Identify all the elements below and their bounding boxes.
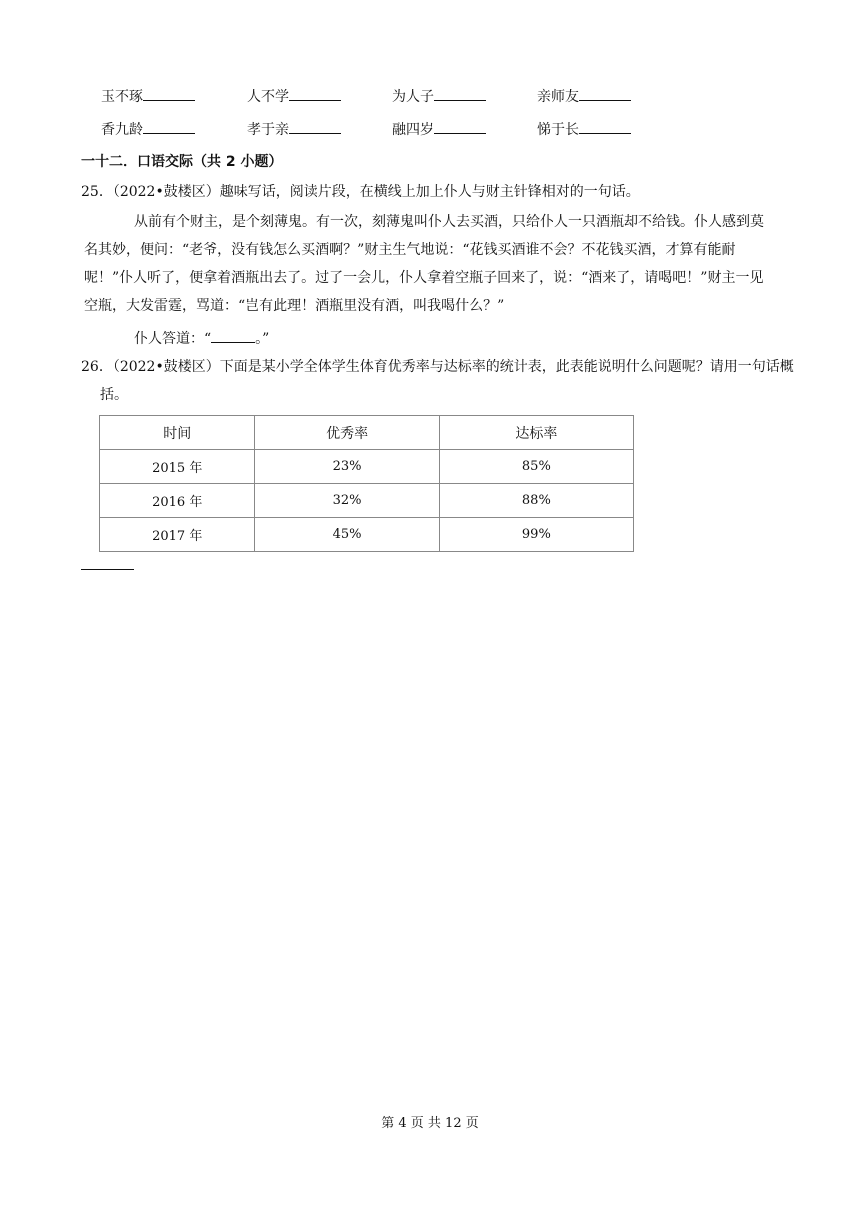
stats-table — [99, 415, 634, 552]
idiom-text: 悌于长 — [537, 122, 579, 138]
idiom-text: 孝于亲 — [247, 122, 289, 138]
page-footer: 第 4 页 共 12 页 — [381, 1116, 479, 1131]
question-25-stem: 25．（2022•鼓楼区）趣味写话，阅读片段，在横线上加上仆人与财主针锋相对的一句话。 — [81, 184, 640, 200]
table-row — [100, 450, 634, 484]
idiom-item — [101, 119, 195, 139]
fill-blank[interactable] — [143, 119, 195, 134]
fill-blank[interactable] — [143, 86, 195, 101]
idiom-text: 香九龄 — [101, 122, 143, 138]
table-row — [100, 518, 634, 552]
fill-blank[interactable] — [434, 86, 486, 101]
table-cell: 99% — [439, 518, 633, 552]
fill-blank[interactable] — [579, 119, 631, 134]
idiom-item — [392, 119, 486, 139]
table-cell: 85% — [439, 450, 633, 484]
fill-blank[interactable] — [289, 86, 341, 101]
fill-blank[interactable] — [289, 119, 341, 134]
reply-suffix: 。” — [255, 331, 270, 347]
table-cell: 2016 年 — [100, 484, 255, 518]
table-header-cell: 达标率 — [439, 416, 633, 450]
table-header-cell: 时间 — [100, 416, 255, 450]
idiom-text: 亲师友 — [537, 89, 579, 105]
section-title: 一十二．口语交际（共 2 小题） — [81, 154, 283, 170]
table-cell: 32% — [255, 484, 439, 518]
idiom-item — [247, 119, 341, 139]
answer-blank[interactable] — [81, 569, 134, 570]
table-cell: 2017 年 — [100, 518, 255, 552]
table-cell: 45% — [255, 518, 439, 552]
idiom-item — [101, 86, 195, 106]
idiom-text: 融四岁 — [392, 122, 434, 138]
reply-prefix: 仆人答道：“ — [134, 331, 212, 347]
table-row — [100, 484, 634, 518]
idiom-item — [537, 86, 631, 106]
table-cell: 23% — [255, 450, 439, 484]
idiom-text: 玉不琢 — [101, 89, 143, 105]
idiom-text: 人不学 — [247, 89, 289, 105]
table-cell: 88% — [439, 484, 633, 518]
idiom-text: 为人子 — [392, 89, 434, 105]
question-25-passage: 从前有个财主，是个刻薄鬼。有一次，刻薄鬼叫仆人去买酒，只给仆人一只酒瓶却不给钱。仆人感到莫名其妙，便问：“老爷，没有钱怎么买酒啊？”财主生气地说：“花钱买酒谁不会？不花钱买酒，才算有能耐呢！”仆人听了，便拿着酒瓶出去了。过了一会儿，仆人拿着空瓶子回来了，说：“酒来了，请喝吧！”财主一见空瓶，大发雷霆，骂道：“岂有此理！酒瓶里没有酒，叫我喝什么？” — [84, 214, 764, 314]
reply-blank[interactable] — [211, 328, 255, 343]
table-cell: 2015 年 — [100, 450, 255, 484]
idiom-item — [537, 119, 631, 139]
table-header-cell: 优秀率 — [255, 416, 439, 450]
idiom-item — [247, 86, 341, 106]
idiom-item — [392, 86, 486, 106]
table-header-row — [100, 416, 634, 450]
question-25-reply — [134, 328, 269, 348]
fill-blank[interactable] — [579, 86, 631, 101]
fill-blank[interactable] — [434, 119, 486, 134]
question-26-stem: 26．（2022•鼓楼区）下面是某小学全体学生体育优秀率与达标率的统计表，此表能说明什么问题呢？请用一句话概括。 — [81, 359, 794, 403]
